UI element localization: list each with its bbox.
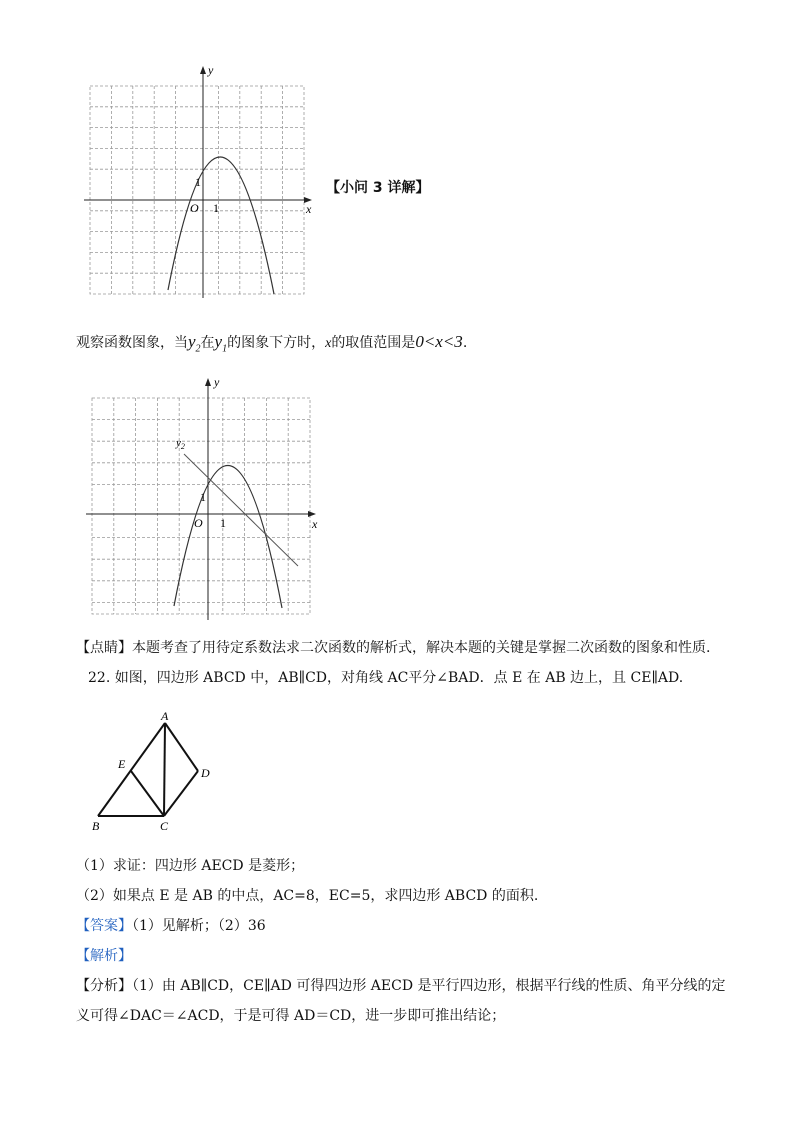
tick-y-label-1: 1 [195,175,201,189]
parabola-line-graph-2 [84,374,324,622]
analysis-line-2: 义可得∠DAC＝∠ACD，于是可得 AD＝CD，进一步即可推出结论； [76,1008,506,1024]
question-22 [88,668,683,688]
segment-EC [131,771,164,816]
origin-label-2: O [194,516,203,530]
obs-prefix: 观察函数图象，当 [76,335,188,351]
obs-y2: $y_2$ [188,332,201,355]
tick-x-label-1: 1 [213,201,219,215]
observation-line [76,332,467,359]
tick-x-label-2: 1 [220,516,226,530]
x-axis-label-1: x [306,202,312,216]
origin-label-1: O [190,201,199,215]
obs-mid1: 在 [200,335,215,351]
grid-1 [90,86,304,294]
question-text: 如图，四边形 ABCD 中，AB∥CD，对角线 AC平分∠BAD．点 E 在 AB 边上，且 CE∥AD. [114,670,684,686]
answer-text: （1）见解析；（2）36 [132,918,266,934]
segment-AD [165,723,198,771]
line-y2 [184,454,298,566]
x-axis-label-2: x [312,517,318,531]
answer-tag: 【答案】 [76,918,132,934]
y-axis-label-1: y [208,63,214,77]
tick-y-label-2: 1 [200,490,206,504]
part-1: （1）求证：四边形 AECD 是菱形； [76,858,305,874]
y-axis-arrow-1 [200,66,206,74]
step3-header: 【小问 3 详解】 [326,180,430,196]
analysis-tag: 【解析】 [76,948,132,964]
question-number: 22. [88,670,111,686]
analysis-line-1: 【分析】（1）由 AB∥CD，CE∥AD 可得四边形 AECD 是平行四边形，根据平行线的性质、角平分线的定 [76,978,726,994]
obs-range: 0<x<3 [415,332,463,351]
parabola-graph-1 [80,62,320,302]
axes-2 [86,382,312,620]
obs-mid2: 的图象下方时， [227,335,326,351]
comment: 【点睛】本题考查了用待定系数法求二次函数的解析式，解决本题的关键是掌握二次函数的图象和性质. [76,640,711,656]
vertex-D: D [201,766,210,780]
obs-end: . [462,335,468,351]
part-2: （2）如果点 E 是 AB 的中点，AC=8，EC=5，求四边形 ABCD 的面积. [76,888,539,904]
y-axis-label-2: y [214,375,220,389]
vertex-A: A [161,709,169,723]
y-axis-arrow-2 [205,378,211,386]
line-label-y2: $y_2$ [176,437,185,451]
obs-x: x [325,336,332,351]
obs-y1: $y_1$ [214,332,228,355]
vertex-C: C [160,819,169,833]
segment-DC [164,771,198,816]
vertex-E: E [118,757,126,771]
obs-mid3: 的取值范围是 [331,335,416,351]
vertex-B: B [92,819,100,833]
parabola-curve-2 [174,465,282,608]
answer-line [76,916,266,936]
quadrilateral-figure [84,706,224,836]
segment-AC [164,723,165,816]
